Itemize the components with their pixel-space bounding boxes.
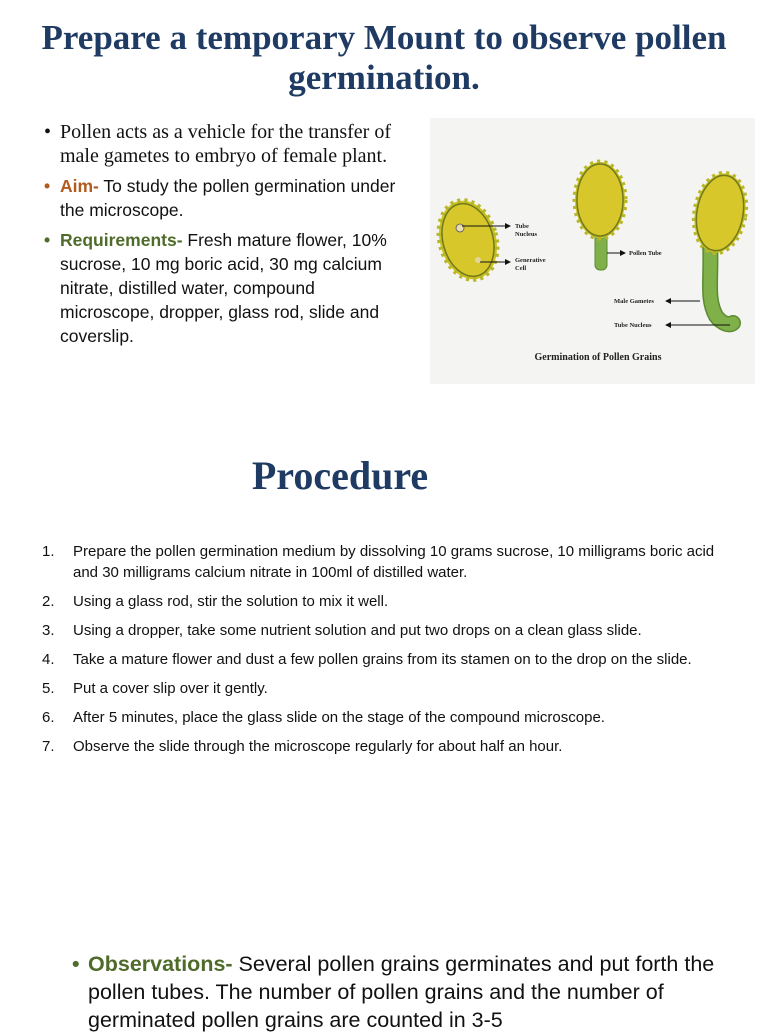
step-text: Using a glass rod, stir the solution to mix it well. [73,592,389,610]
label-nucleus: Nucleus [515,231,538,238]
step-text: Prepare the pollen germination medium by dissolving 10 grams sucrose, 10 milligrams boric acid and 30 milligrams calcium nitrate in 100ml of distilled water. [73,543,715,581]
procedure-step [42,542,732,583]
bullet-text: Pollen acts as a vehicle for the transfer of male gametes to embryo of female plant. [60,121,391,167]
procedure-step [42,737,732,758]
tube-nucleus [456,224,464,232]
pollen-grain-ungerminated [431,194,546,286]
step-text: Take a mature flower and dust a few pollen grains from its stamen on to the drop on the slide. [73,650,692,668]
step-number: 7. [42,737,55,755]
requirements-label: Requirements- [60,230,183,250]
step-number: 5. [42,679,55,697]
step-number: 6. [42,708,55,726]
procedure-heading: Procedure [251,453,429,498]
procedure-step [42,592,732,613]
step-text: Put a cover slip over it gently. [73,679,268,697]
label-generative: Generative [515,257,546,264]
step-number: 4. [42,650,55,668]
pollen-germination-diagram [430,118,755,384]
label-tube-nucleus: Tube Nucleus [614,322,652,329]
bullet-icon: • [72,952,80,976]
observations-bullet [72,950,768,1034]
step-text: Observe the slide through the microscope regularly for about half an hour. [73,737,563,755]
step-number: 2. [42,592,55,610]
step-text: Using a dropper, take some nutrient solution and put two drops on a clean glass slide. [73,621,642,639]
procedure-steps [42,542,732,766]
step-number: 1. [42,543,55,560]
intro-section [44,120,414,348]
observations-label: Observations- [88,952,233,976]
pollen-grain-short-tube [575,162,662,270]
step-number: 3. [42,621,55,639]
bullet-icon: • [44,230,51,250]
requirements-text: Fresh mature flower, 10% sucrose, 10 mg boric acid, 30 mg calcium nitrate, distilled water, compound microscope, dropper, glass rod, slide and coverslip. [60,230,387,346]
bullet-requirements [44,228,414,348]
label-male-gametes: Male Gametes [614,298,654,305]
diagram-caption: Germination of Pollen Grains [534,352,662,363]
procedure-step [42,708,732,729]
label-tube: Tube [515,223,529,230]
procedure-step [42,679,732,700]
step-text: After 5 minutes, place the glass slide on the stage of the compound microscope. [73,708,605,726]
label-pollen-tube: Pollen Tube [629,250,662,257]
bullet-pollen-vehicle [44,120,414,168]
bullet-icon: • [44,176,51,196]
page-title: Prepare a temporary Mount to observe pollen germination. [41,18,727,97]
bullet-icon: • [44,121,52,143]
label-cell: Cell [515,265,527,272]
aim-text: To study the pollen germination under the microscope. [60,176,396,220]
observations-text: Several pollen grains germinates and put forth the pollen tubes. The number of pollen grains and the number of germinated pollen grains are counted in 3-5 [88,952,715,1032]
aim-label: Aim- [60,176,99,196]
procedure-step [42,621,732,642]
procedure-step [42,650,732,671]
bullet-aim [44,174,414,222]
